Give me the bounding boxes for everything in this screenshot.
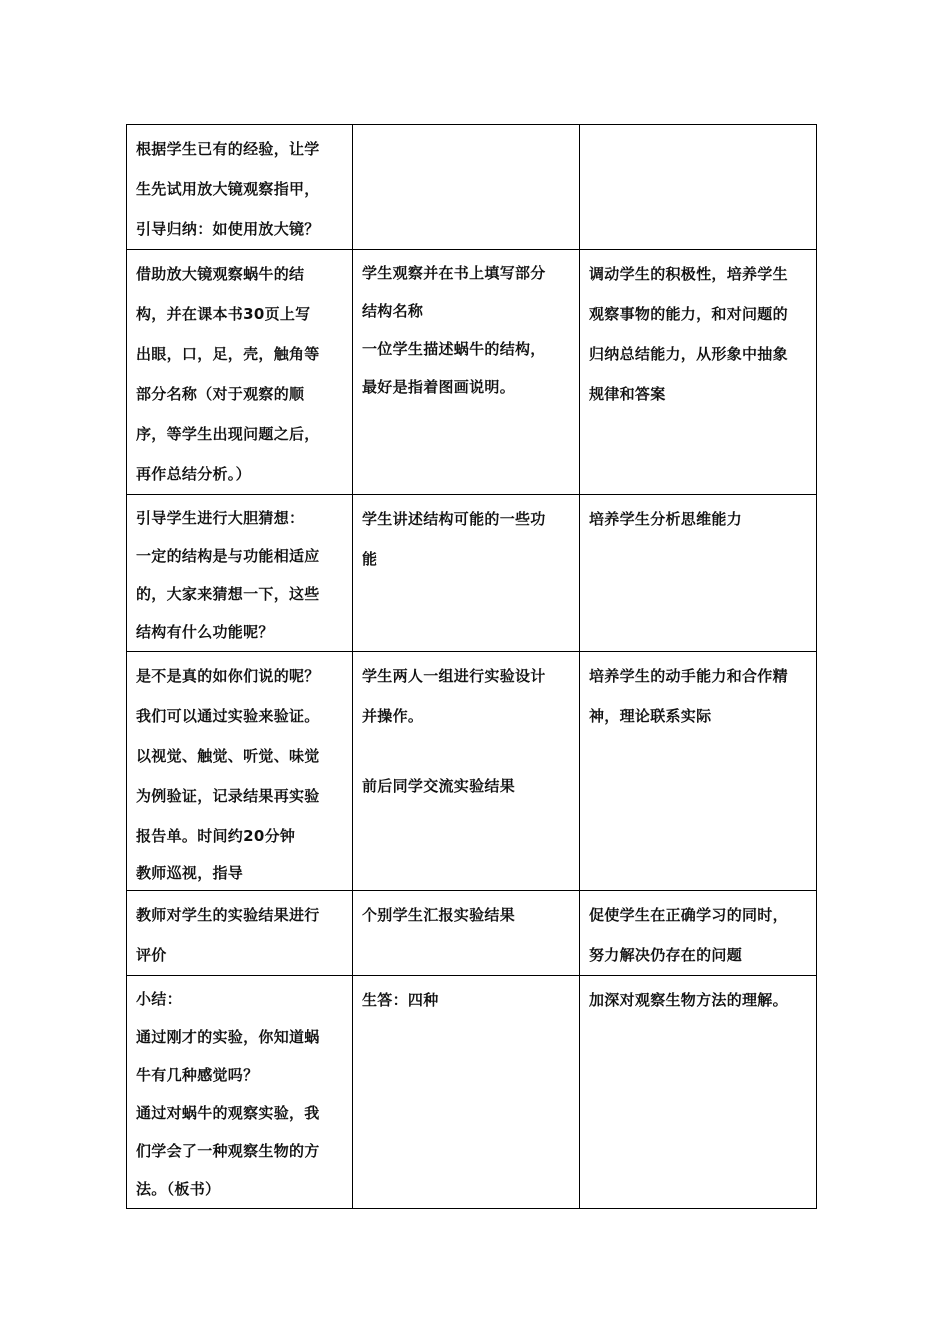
- cell-line: 生答：四种: [362, 991, 439, 1009]
- cell-line: 生先试用放大镜观察指甲，: [136, 180, 320, 198]
- cell-line: 结构有什么功能呢？: [136, 623, 274, 641]
- cell-line: 促使学生在正确学习的同时，: [589, 906, 788, 924]
- cell-line: 加深对观察生物方法的理解。: [589, 991, 788, 1009]
- teacher-activity-cell: [127, 495, 353, 652]
- cell-line: 小结：: [136, 990, 182, 1008]
- cell-line: 调动学生的积极性，培养学生: [589, 265, 788, 283]
- cell-line: 出眼，口，足，壳，触角等: [136, 345, 320, 363]
- design-purpose-cell: [580, 652, 817, 891]
- teacher-activity-cell: [127, 976, 353, 1209]
- cell-line: 学生两人一组进行实验设计: [362, 667, 546, 685]
- cell-line: 牛有几种感觉吗？: [136, 1066, 259, 1084]
- cell-line: 们学会了一种观察生物的方: [136, 1142, 320, 1160]
- cell-line: 学生讲述结构可能的一些功: [362, 510, 546, 528]
- cell-line: 再作总结分析。）: [136, 465, 251, 483]
- cell-line: 培养学生分析思维能力: [589, 510, 743, 528]
- table-row: [127, 891, 817, 976]
- teacher-activity-cell: [127, 125, 353, 250]
- lesson-plan-table: [126, 124, 817, 1209]
- design-purpose-cell: [580, 125, 817, 250]
- design-purpose-cell: [580, 976, 817, 1209]
- cell-line: 评价: [136, 946, 167, 964]
- cell-line: 报告单。时间约20分钟: [136, 827, 296, 845]
- cell-line: 努力解决仍存在的问题: [589, 946, 743, 964]
- design-purpose-cell: [580, 250, 817, 495]
- teacher-activity-cell: [127, 250, 353, 495]
- cell-line: 一定的结构是与功能相适应: [136, 547, 320, 565]
- cell-line: 根据学生已有的经验，让学: [136, 140, 320, 158]
- cell-line: 引导归纳：如使用放大镜？: [136, 220, 320, 238]
- cell-line: 培养学生的动手能力和合作精: [589, 667, 788, 685]
- cell-line: 归纳总结能力，从形象中抽象: [589, 345, 788, 363]
- cell-line: 能: [362, 550, 378, 568]
- student-activity-cell: [353, 495, 580, 652]
- student-activity-cell: [353, 125, 580, 250]
- student-activity-cell: [353, 976, 580, 1209]
- cell-line: 教师巡视，指导: [136, 864, 244, 882]
- design-purpose-cell: [580, 891, 817, 976]
- cell-line: 为例验证，记录结果再实验: [136, 787, 320, 805]
- teacher-activity-cell: [127, 652, 353, 891]
- table-row: [127, 495, 817, 652]
- cell-line: 我们可以通过实验来验证。: [136, 707, 320, 725]
- cell-line: 通过刚才的实验，你知道蜗: [136, 1028, 320, 1046]
- cell-line: 借助放大镜观察蜗牛的结: [136, 265, 305, 283]
- cell-line: 前后同学交流实验结果: [362, 777, 516, 795]
- cell-line: 教师对学生的实验结果进行: [136, 906, 320, 924]
- design-purpose-cell: [580, 495, 817, 652]
- cell-line: 最好是指着图画说明。: [362, 378, 516, 396]
- cell-line: 通过对蜗牛的观察实验，我: [136, 1104, 320, 1122]
- cell-line: 的，大家来猜想一下，这些: [136, 585, 320, 603]
- table-row: [127, 652, 817, 891]
- teacher-activity-cell: [127, 891, 353, 976]
- cell-line: 并操作。: [362, 707, 424, 725]
- cell-line: 观察事物的能力，和对问题的: [589, 305, 788, 323]
- student-activity-cell: [353, 652, 580, 891]
- cell-line: 规律和答案: [589, 385, 666, 403]
- cell-line: 以视觉、触觉、听觉、味觉: [136, 747, 320, 765]
- cell-line: 是不是真的如你们说的呢？: [136, 667, 320, 685]
- student-activity-cell: [353, 891, 580, 976]
- table-row: [127, 976, 817, 1209]
- cell-line: 法。（板书）: [136, 1180, 221, 1198]
- cell-line: 引导学生进行大胆猜想：: [136, 509, 305, 527]
- student-activity-cell: [353, 250, 580, 495]
- table-row: [127, 250, 817, 495]
- cell-line: 个别学生汇报实验结果: [362, 906, 516, 924]
- cell-line: 神，理论联系实际: [589, 707, 712, 725]
- cell-line: 部分名称（对于观察的顺: [136, 385, 305, 403]
- cell-line: 一位学生描述蜗牛的结构，: [362, 340, 546, 358]
- table-row: [127, 125, 817, 250]
- cell-line: 序，等学生出现问题之后，: [136, 425, 320, 443]
- cell-line: 构，并在课本书30页上写: [136, 305, 311, 323]
- cell-line: 结构名称: [362, 302, 424, 320]
- cell-line: 学生观察并在书上填写部分: [362, 264, 546, 282]
